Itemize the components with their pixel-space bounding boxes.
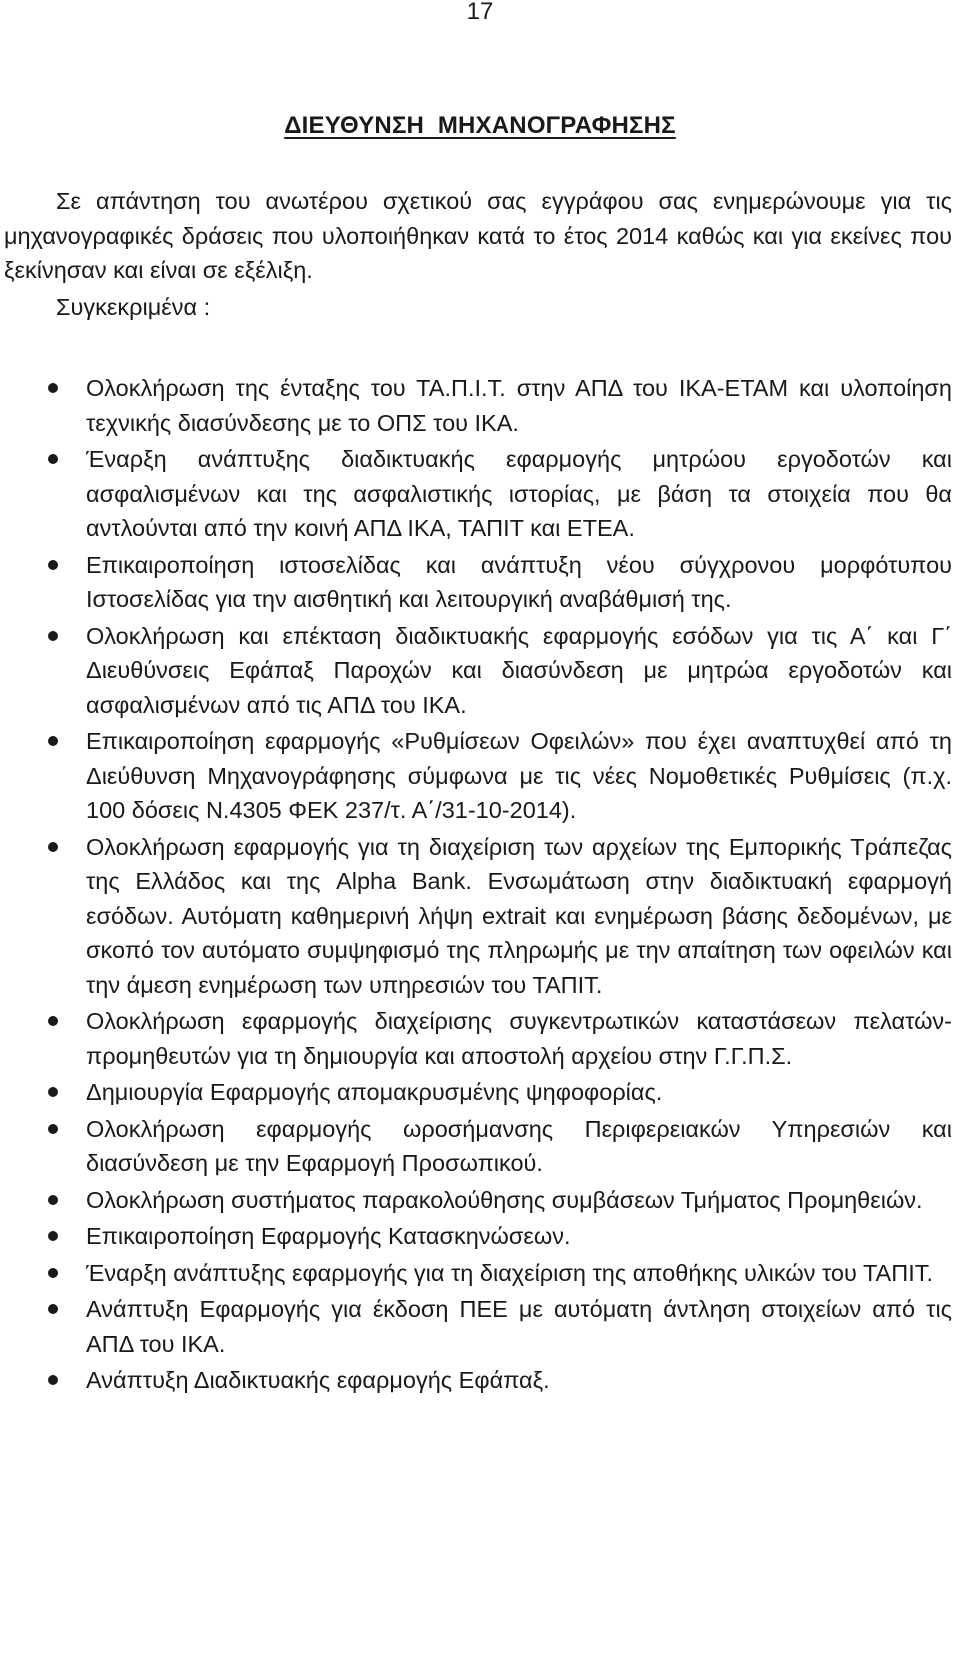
list-item	[0, 1256, 960, 1291]
list-item	[0, 1112, 960, 1181]
bullet-icon	[48, 1087, 58, 1097]
list-item-text: Ολοκλήρωση εφαρμογής ωροσήμανσης Περιφερειακών Υπηρεσιών και διασύνδεση με την Εφαρμογή Προσωπικού.	[86, 1115, 952, 1176]
list-item-text: Ολοκλήρωση και επέκταση διαδικτυακής εφαρμογής εσόδων για τις Α΄ και Γ΄ Διευθύνσεις Εφάπαξ Παροχών και διασύνδεση με μητρώα εργοδοτών και ασφαλισμένων από τις ΑΠΔ του ΙΚΑ.	[86, 622, 952, 718]
actions-list	[0, 371, 960, 1400]
list-item	[0, 1183, 960, 1218]
list-item	[0, 830, 960, 1003]
list-item-text: Έναρξη ανάπτυξης εφαρμογής για τη διαχείριση της αποθήκης υλικών του ΤΑΠΙΤ.	[86, 1259, 934, 1286]
list-item	[0, 1292, 960, 1361]
list-item-text: Ολοκλήρωση συστήματος παρακολούθησης συμβάσεων Τμήματος Προμηθειών.	[86, 1186, 923, 1213]
list-item	[0, 442, 960, 546]
bullet-icon	[48, 1195, 58, 1205]
list-item-text: Έναρξη ανάπτυξης διαδικτυακής εφαρμογής μητρώου εργοδοτών και ασφαλισμένων και της ασφαλιστικής ιστορίας, με βάση τα στοιχεία που θα αντλούνται από την κοινή ΑΠΔ ΙΚΑ, ΤΑΠΙΤ και ΕΤΕΑ.	[86, 446, 952, 541]
list-item	[0, 371, 960, 440]
intro-specifically: Συγκεκριμένα :	[56, 294, 211, 320]
list-item	[0, 619, 960, 723]
section-heading: ΔΙΕΥΘΥΝΣΗ ΜΗΧΑΝΟΓΡΑΦΗΣΗΣ	[284, 112, 676, 139]
list-item	[0, 724, 960, 828]
list-item	[0, 548, 960, 617]
bullet-icon	[48, 1304, 58, 1314]
bullet-icon	[48, 736, 58, 746]
list-item-text: Δημιουργία Εφαρμογής απομακρυσμένης ψηφοφορίας.	[86, 1079, 663, 1105]
list-item-text: Επικαιροποίηση Εφαρμογής Κατασκηνώσεων.	[86, 1223, 571, 1249]
list-item	[0, 1363, 960, 1398]
bullet-icon	[48, 1375, 58, 1385]
bullet-icon	[48, 1268, 58, 1278]
list-item-text: Ολοκλήρωση εφαρμογής διαχείρισης συγκεντρωτικών καταστάσεων πελατών-προμηθευτών για τη δημιουργία και αποστολή αρχείου στην Γ.Γ.Π.Σ.	[86, 1008, 952, 1069]
list-item-text: Ολοκλήρωση εφαρμογής για τη διαχείριση των αρχείων της Εμπορικής Τράπεζας της Ελλάδος και της Alpha Bank. Ενσωμάτωση στην διαδικτυακή εφαρμογή εσόδων. Αυτόματη καθημερινή λήψη extrait και ενημέρωση βάσης δεδομένων, με σκοπό τον αυτόματο συμψηφισμό της πληρωμής με την απαίτηση των οφειλών και την άμεση ενημέρωση των υπηρεσιών του ΤΑΠΙΤ.	[86, 833, 952, 998]
list-item-text: Ολοκλήρωση της ένταξης του ΤΑ.Π.Ι.Τ. στην ΑΠΔ του ΙΚΑ-ΕΤΑΜ και υλοποίηση τεχνικής διασύνδεσης με το ΟΠΣ του ΙΚΑ.	[86, 375, 952, 436]
list-item-text: Επικαιροποίηση ιστοσελίδας και ανάπτυξη νέου σύγχρονου μορφότυπου Ιστοσελίδας για την αισθητική και λειτουργική αναβάθμισή της.	[86, 551, 952, 612]
list-item-text: Ανάπτυξη Εφαρμογής για έκδοση ΠΕΕ με αυτόματη άντληση στοιχείων από τις ΑΠΔ του ΙΚΑ.	[86, 1296, 952, 1357]
bullet-icon	[48, 631, 58, 641]
bullet-icon	[48, 454, 58, 464]
list-item-text: Ανάπτυξη Διαδικτυακής εφαρμογής Εφάπαξ.	[86, 1367, 550, 1393]
list-item	[0, 1219, 960, 1254]
list-item	[0, 1075, 960, 1110]
bullet-icon	[48, 1231, 58, 1241]
bullet-icon	[48, 1124, 58, 1134]
list-item	[0, 1004, 960, 1073]
page-number: 17	[466, 0, 494, 25]
bullet-icon	[48, 560, 58, 570]
intro-paragraph: Σε απάντηση του ανωτέρου σχετικού σας εγγράφου σας ενημερώνουμε για τις μηχανογραφικές δράσεις που υλοποιήθηκαν κατά το έτος 2014 καθώς και για εκείνες που ξεκίνησαν και είναι σε εξέλιξη.	[4, 188, 952, 283]
bullet-icon	[48, 1016, 58, 1026]
bullet-icon	[48, 842, 58, 852]
list-item-text: Επικαιροποίηση εφαρμογής «Ρυθμίσεων Οφειλών» που έχει αναπτυχθεί από τη Διεύθυνση Μηχανογράφησης σύμφωνα με τις νέες Νομοθετικές Ρυθμίσεις (π.χ. 100 δόσεις Ν.4305 ΦΕΚ 237/τ. Α΄/31-10-2014).	[86, 728, 952, 823]
bullet-icon	[48, 383, 58, 393]
